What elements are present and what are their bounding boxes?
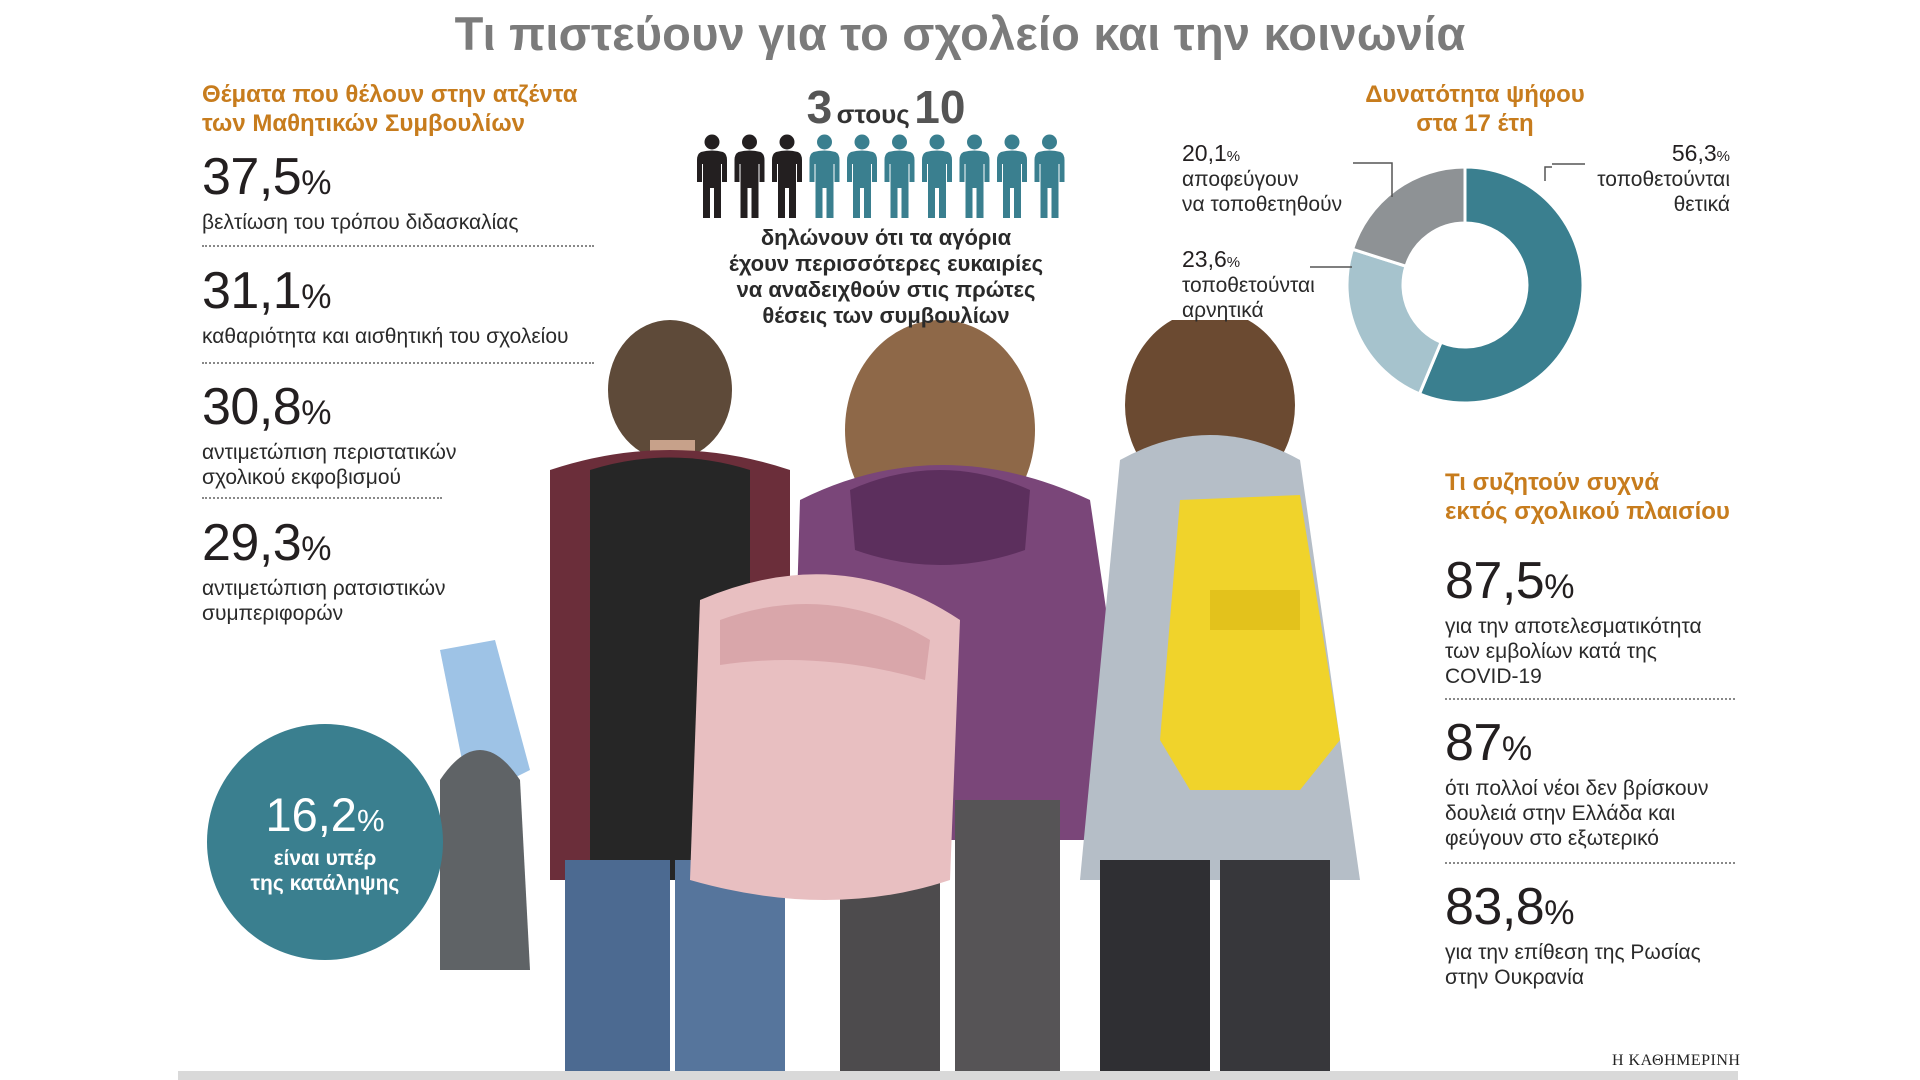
vote-negative-unit: % [1226, 254, 1241, 271]
agenda-item-3 [202, 380, 456, 490]
person-icon [847, 135, 877, 219]
occupation-line1: είναι υπέρ [273, 847, 377, 870]
topic-item-2-value: 87 [1445, 714, 1502, 772]
agenda-divider-3 [202, 497, 442, 499]
vote-positive-line2: θετικά [1673, 193, 1730, 216]
topics-heading-line2: εκτός σχολικού πλαισίου [1445, 498, 1730, 525]
vote-avoid-unit: % [1226, 148, 1241, 165]
agenda-item-2-unit: % [301, 278, 331, 316]
agenda-divider-1 [202, 245, 594, 247]
agenda-item-2 [202, 264, 569, 349]
agenda-item-4 [202, 516, 446, 626]
agenda-item-1-value: 37,5 [202, 148, 302, 206]
agenda-item-3-unit: % [301, 394, 331, 432]
vote-heading-line2: στα 17 έτη [1416, 110, 1534, 137]
vote-positive-value: 56,3 [1671, 140, 1717, 166]
ratio-desc-line4: θέσεις των συμβουλίων [762, 303, 1010, 328]
person-icon-highlighted [735, 135, 765, 219]
vote-label-negative [1182, 246, 1382, 323]
person-icon [997, 135, 1027, 219]
agenda-item-3-value: 30,8 [202, 378, 302, 436]
topic-item-1-line2: των εμβολίων κατά της [1445, 640, 1657, 663]
topic-item-2-unit: % [1501, 730, 1532, 768]
publisher-brand: Η ΚΑΘΗΜΕΡΙΝΗ [1612, 1052, 1741, 1069]
people-icon-row [694, 134, 1074, 218]
topic-item-2 [1445, 716, 1709, 851]
agenda-divider-2 [202, 362, 594, 364]
vote-heading-line1: Δυνατότητα ψήφου [1365, 81, 1585, 108]
topic-item-1-line3: COVID-19 [1445, 665, 1542, 688]
agenda-item-4-label-line1: αντιμετώπιση ρατσιστικών [202, 577, 446, 600]
vote-positive-unit: % [1716, 148, 1730, 165]
ratio-num: 3 [806, 81, 833, 133]
agenda-item-2-label: καθαριότητα και αισθητική του σχολείου [202, 325, 569, 348]
vote-negative-value: 23,6 [1182, 246, 1227, 272]
topic-item-3-unit: % [1544, 894, 1574, 932]
vote-negative-line2: αρνητικά [1182, 299, 1264, 322]
ratio-middle: στους [836, 99, 910, 129]
page-title: Τι πιστεύουν για το σχολείο και την κοινωνία [454, 7, 1466, 60]
ratio-desc-line3: να αναδειχθούν στις πρώτες [736, 277, 1036, 302]
topics-heading-line1: Τι συζητούν συχνά [1445, 469, 1660, 496]
person-icon [960, 135, 990, 219]
topic-item-3-value: 83,8 [1445, 878, 1545, 936]
vote-avoid-line2: να τοποθετηθούν [1182, 193, 1343, 216]
vote-avoid-value: 20,1 [1182, 140, 1227, 166]
agenda-item-4-label-line2: συμπεριφορών [202, 602, 344, 625]
ratio-description [676, 225, 1096, 329]
vote-heading [1310, 80, 1640, 138]
person-icon [885, 135, 915, 219]
person-icon-highlighted [697, 135, 727, 219]
topic-item-1 [1445, 554, 1702, 689]
occupation-line2: της κατάληψης [250, 872, 400, 895]
topics-heading [1445, 468, 1785, 526]
ratio-desc-line1: δηλώνουν ότι τα αγόρια [760, 225, 1012, 250]
topic-item-2-line2: δουλειά στην Ελλάδα και [1445, 802, 1676, 825]
ratio-headline [696, 80, 1076, 134]
ratio-desc-line2: έχουν περισσότερες ευκαιρίες [728, 251, 1044, 276]
people-icons [694, 134, 1074, 218]
agenda-item-3-label-line2: σχολικού εκφοβισμού [202, 466, 401, 489]
agenda-item-1 [202, 150, 519, 235]
topic-item-1-line1: για την αποτελεσματικότητα [1445, 615, 1702, 638]
topic-item-3-line1: για την επίθεση της Ρωσίας [1445, 941, 1701, 964]
topic-divider-1 [1445, 698, 1735, 700]
topic-item-2-line3: φεύγουν στο εξωτερικό [1445, 827, 1659, 850]
vote-negative-line1: τοποθετούνται [1182, 274, 1315, 297]
person-icon [922, 135, 952, 219]
topic-item-2-line1: ότι πολλοί νέοι δεν βρίσκουν [1445, 777, 1709, 800]
agenda-item-2-value: 31,1 [202, 262, 302, 320]
agenda-item-3-label-line1: αντιμετώπιση περιστατικών [202, 441, 457, 464]
person-icon-highlighted [772, 135, 802, 219]
vote-label-avoid [1182, 140, 1382, 217]
person-icon [810, 135, 840, 219]
topic-item-1-value: 87,5 [1445, 552, 1545, 610]
agenda-item-1-unit: % [301, 164, 331, 202]
footer-bar [178, 1071, 1738, 1080]
vote-label-positive [1520, 140, 1730, 217]
vote-avoid-line1: αποφεύγουν [1182, 168, 1299, 191]
topic-item-3-line2: στην Ουκρανία [1445, 966, 1584, 989]
topic-item-3 [1445, 880, 1701, 990]
agenda-item-4-value: 29,3 [202, 514, 302, 572]
agenda-item-4-unit: % [301, 530, 331, 568]
topic-divider-2 [1445, 862, 1735, 864]
agenda-item-1-label: βελτίωση του τρόπου διδασκαλίας [202, 211, 519, 234]
topic-item-1-unit: % [1544, 568, 1574, 606]
person-icon [1035, 135, 1065, 219]
occupation-value: 16,2 [265, 788, 357, 841]
occupation-unit: % [356, 803, 385, 838]
agenda-heading: Θέματα που θέλουν στην ατζέντα των Μαθητικών Συμβουλίων [202, 81, 578, 137]
occupation-circle [207, 724, 443, 960]
vote-positive-line1: τοποθετούνται [1597, 168, 1730, 191]
ratio-den: 10 [914, 81, 966, 133]
